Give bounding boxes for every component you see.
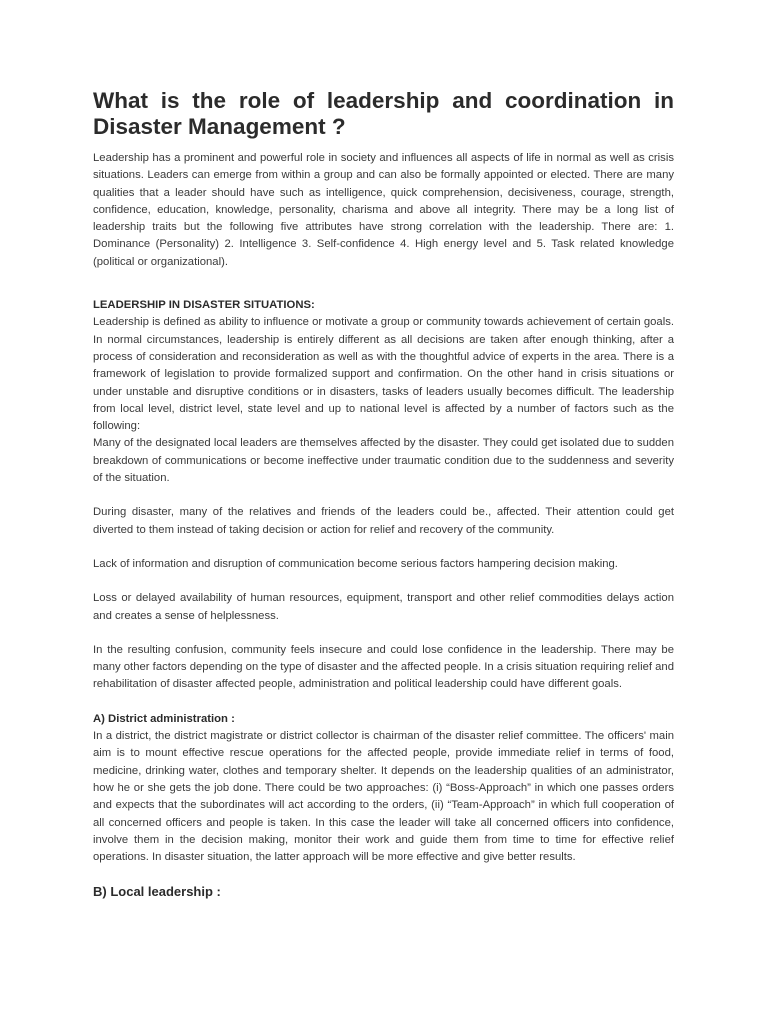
- document-page: [93, 88, 674, 901]
- body-paragraph: Leadership is defined as ability to influence or motivate a group or community towards achievement of certain goals. In normal circumstances, leadership is entirely different as all decisions are taken after enough thinking, after a process of consideration and reconsideration as well as with the thoughtful advice of experts in the area. There is a framework of legislation to provide formalized support and confirmation. On the other hand in crisis situations or under unstable and disruptive conditions or in disasters, tasks of leaders usually becomes difficult. The leadership from local level, district level, state level and up to national level is affected by a number of factors such as the following:: [93, 316, 674, 433]
- spacer: [93, 866, 674, 883]
- body-paragraph: In a district, the district magistrate or district collector is chairman of the disaster relief committee. The officers' main aim is to mount effective rescue operations for the affected people, provide immediate relief in terms of food, medicine, drinking water, clothes and temporary shelter. It depends on the leadership qualities of an administrator, how he or she gets the job done. There could be two approaches: (i) “Boss-Approach” in which one passes orders and expects that the subordinates will act according to the orders, (ii) “Team-Approach” in which full cooperation of all concerned officers and people is taken. In this case the leader will take all concerned officers into confidence, involve them in the decision making, monitor their work and guide them from time to time for effective relief operations. In disaster situation, the latter approach will be more effective and give better results.: [93, 730, 674, 864]
- intro-paragraph: Leadership has a prominent and powerful role in society and influences all aspects of life in normal as well as crisis situations. Leaders can emerge from within a group and can also be formally appointed or elected. There are many qualities that a leader should have such as intelligence, quick comprehension, decisiveness, courage, strength, confidence, education, knowledge, personality, charisma and above all integrity. There may be a long list of leadership traits but the following five attributes have strong correlation with the leadership. There are: 1. Dominance (Personality) 2. Intelligence 3. Self-confidence 4. High energy level and 5. Task related knowledge (political or organizational).: [93, 152, 674, 268]
- body-paragraph: During disaster, many of the relatives and friends of the leaders could be., affected. Their attention could get diverted to them instead of taking decision or action for relief and recovery of the community.: [93, 506, 674, 536]
- section-heading-local-leadership: B) Local leadership :: [93, 884, 221, 900]
- spacer: [93, 625, 674, 642]
- page-title: What is the role of leadership and coordination in Disaster Management ?: [93, 88, 674, 139]
- section-heading-district-administration: A) District administration :: [93, 712, 235, 725]
- spacer: [93, 539, 674, 556]
- body-paragraph: Many of the designated local leaders are themselves affected by the disaster. They could get isolated due to sudden breakdown of communications or become ineffective under traumatic condition due to the suddenness and severity of the situation.: [93, 437, 674, 485]
- spacer: [93, 573, 674, 590]
- spacer: [93, 288, 674, 297]
- body-paragraph: Lack of information and disruption of communication become serious factors hampering decision making.: [93, 557, 618, 570]
- body-paragraph: Loss or delayed availability of human resources, equipment, transport and other relief commodities delays action and creates a sense of helplessness.: [93, 592, 674, 622]
- section-heading-leadership-disaster: LEADERSHIP IN DISASTER SITUATIONS:: [93, 299, 315, 312]
- spacer: [93, 487, 674, 504]
- spacer: [93, 694, 674, 711]
- body-paragraph: In the resulting confusion, community feels insecure and could lose confidence in the leadership. There may be many other factors depending on the type of disaster and the affected people. In a crisis situation requiring relief and rehabilitation of disaster affected people, administration and political leadership could have different goals.: [93, 643, 674, 691]
- spacer: [93, 271, 674, 288]
